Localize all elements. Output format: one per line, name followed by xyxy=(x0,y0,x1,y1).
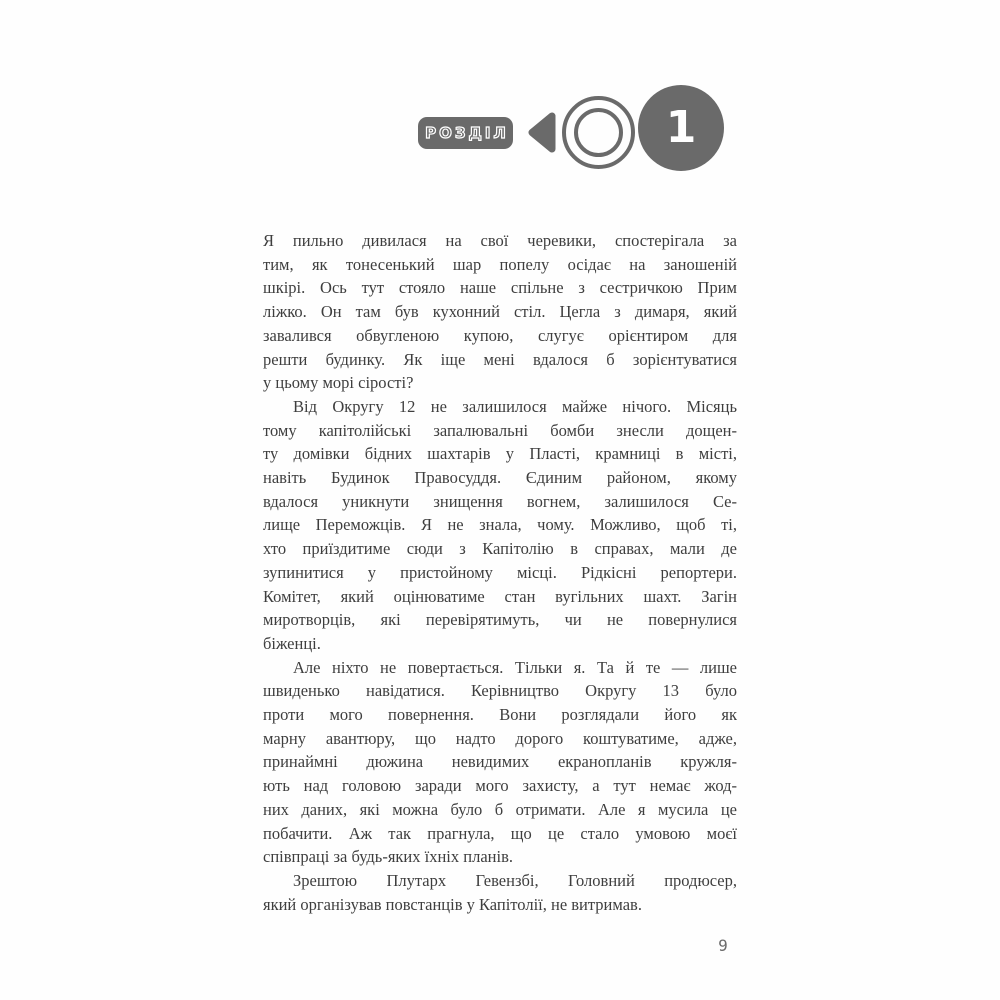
text-line: співпраці за будь-яких їхніх планів. xyxy=(263,847,513,867)
text-line: них даних, які можна було б отримати. Але я мусила це xyxy=(263,799,737,819)
double-ring-inner-circle xyxy=(574,108,623,157)
page-number: 9 xyxy=(718,936,728,955)
text-line: біженці. xyxy=(263,633,321,653)
text-line: решти будинку. Як іще мені вдалося б зорієнтуватися xyxy=(263,349,737,369)
text-line: Комітет, який оцінюватиме стан вугільних шахт. Загін xyxy=(263,586,737,606)
text-line: хто приїздитиме сюди з Капітолію в справах, мали де xyxy=(263,539,737,559)
text-line: марну авантюру, що надто дорого коштуватиме, адже, xyxy=(263,728,737,748)
text-line: ту домівки бідних шахтарів у Пласті, крамниці в місті, xyxy=(263,444,737,464)
text-line: Але ніхто не повертається. Тільки я. Та й те — лише xyxy=(293,657,737,677)
text-line: ліжко. Он там був кухонний стіл. Цегла з димаря, який xyxy=(263,302,737,322)
text-line: ють над головою заради мого захисту, а тут немає жод- xyxy=(263,776,737,796)
chapter-number: 1 xyxy=(665,102,697,153)
text-line: навіть Будинок Правосуддя. Єдиним районом, якому xyxy=(263,468,737,488)
paragraph xyxy=(263,229,737,395)
text-line: Від Округу 12 не залишилося майже нічого. Місяць xyxy=(293,396,737,416)
text-line: Зрештою Плутарх Гевензбі, Головний продюсер, xyxy=(293,870,737,890)
chapter-badge-label: РОЗДІЛ xyxy=(425,124,509,142)
text-line: проти мого повернення. Вони розглядали його як xyxy=(263,705,737,725)
double-ring-icon xyxy=(562,96,635,169)
text-line: тим, як тонесенький шар попелу осідає на заношеній xyxy=(263,254,737,274)
text-line: вдалося уникнути знищення вогнем, залишилося Се- xyxy=(263,491,737,511)
text-line: швиденько навідатися. Керівництво Округу 13 було xyxy=(263,681,737,701)
page-text xyxy=(263,229,737,916)
paragraph xyxy=(263,395,737,656)
paragraph xyxy=(263,656,737,869)
text-line: Я пильно дивилася на свої черевики, спостерігала за xyxy=(263,231,737,250)
text-line: тому капітолійські запалювальні бомби знесли дощен- xyxy=(263,420,737,440)
text-line: лище Переможців. Я не знала, чому. Можливо, щоб ті, xyxy=(263,515,737,535)
chapter-badge xyxy=(418,117,513,149)
chapter-number-circle xyxy=(638,85,724,171)
text-line: зупинитися у пристойному місці. Рідкісні репортери. xyxy=(263,562,737,582)
text-line: у цьому морі сірості? xyxy=(263,373,414,393)
text-line: побачити. Аж так прагнула, що це стало умовою моєї xyxy=(263,823,737,843)
text-line: завалився обвугленою купою, слугує орієнтиром для xyxy=(263,325,737,345)
paragraph xyxy=(263,869,737,916)
text-line: який організував повстанців у Капітолії, не витримав. xyxy=(263,894,642,914)
text-line: миротворців, які перевірятимуть, чи не повернулися xyxy=(263,610,737,630)
text-line: принаймні дюжина невидимих екранопланів кружля- xyxy=(263,752,737,772)
left-triangle-icon xyxy=(527,111,556,154)
text-line: шкірі. Ось тут стояло наше спільне з сестричкою Прим xyxy=(263,278,737,298)
